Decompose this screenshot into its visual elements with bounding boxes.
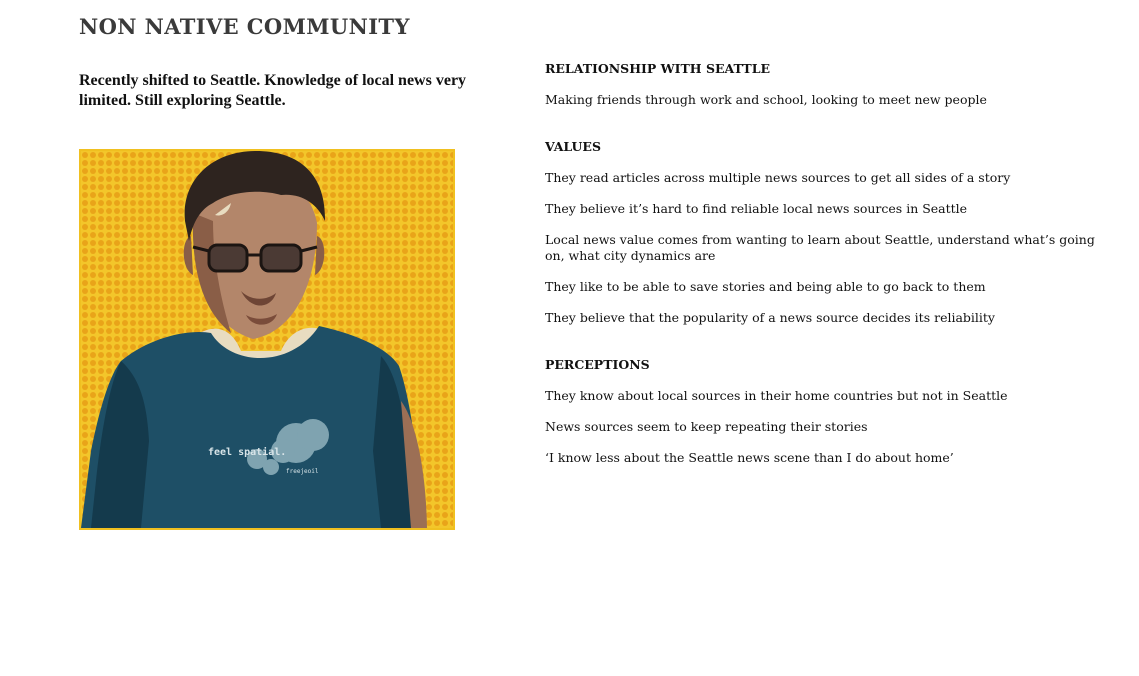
page-title: NON NATIVE COMMUNITY — [79, 14, 410, 39]
values-item: Local news value comes from wanting to learn about Seattle, understand what’s going on, what city dynamics are — [545, 232, 1095, 263]
perceptions-item: News sources seem to keep repeating their stories — [545, 419, 868, 434]
perceptions-item: ‘I know less about the Seattle news scene than I do about home’ — [545, 450, 954, 465]
values-item: They like to be able to save stories and being able to go back to them — [545, 279, 986, 294]
shirt-print-text: feel spatial. — [208, 447, 287, 458]
perceptions-item: They know about local sources in their home countries but not in Seattle — [545, 388, 1008, 403]
values-item: They read articles across multiple news sources to get all sides of a story — [545, 170, 1011, 185]
persona-details — [545, 60, 1105, 466]
shirt-print-subtext: freejeoil — [286, 468, 319, 475]
relationship-item: Making friends through work and school, looking to meet new people — [545, 92, 987, 107]
values-item: They believe it’s hard to find reliable local news sources in Seattle — [545, 201, 968, 216]
perceptions-heading: PERCEPTIONS — [545, 357, 650, 372]
persona-portrait — [79, 149, 455, 530]
persona-summary: Recently shifted to Seattle. Knowledge of local news very limited. Still exploring Seattle. — [79, 72, 467, 109]
values-item: They believe that the popularity of a news source decides its reliability — [545, 310, 995, 325]
relationship-heading: RELATIONSHIP WITH SEATTLE — [545, 61, 771, 76]
values-heading: VALUES — [545, 139, 601, 154]
